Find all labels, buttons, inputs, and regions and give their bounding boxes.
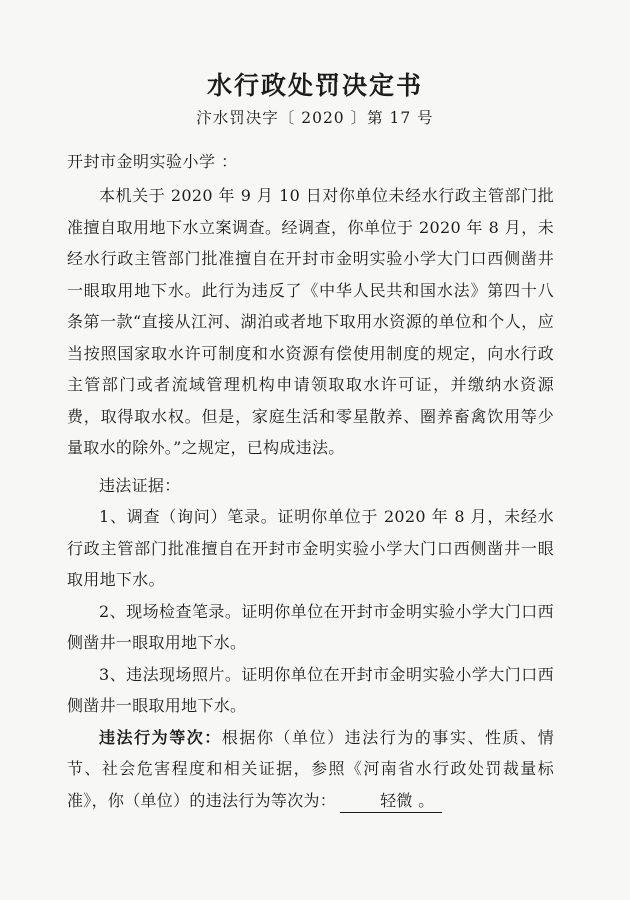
- document-number: 汴水罚决字〔 2020 〕第 17 号: [196, 109, 434, 127]
- evidence-item: 3、违法现场照片。证明你单位在开封市金明实验小学大门口西侧凿井一眼取用地下水。: [67, 664, 554, 715]
- document-body: [67, 180, 554, 816]
- evidence-item: 1、调查（询问）笔录。证明你单位于 2020 年 8 月，未经水行政主管部门批准擅自在开封市金明实验小学大门口西侧凿井一眼取用地下水。: [67, 507, 554, 589]
- evidence-heading: 违法证据：: [99, 475, 181, 495]
- violation-grade-paragraph: [67, 722, 554, 817]
- document-title: 水行政处罚决定书: [206, 71, 423, 100]
- paragraph-main: 本机关于 2020 年 9 月 10 日对你单位未经水行政主管部门批准擅自取用地下水立案调查。经调查，你单位于 2020 年 8 月，未经水行政主管部门批准擅自在开封市金明实验小学大门口西侧凿井一眼取用地下水。此行为违反了《中华人民共和国水法》第四十八条第一款“直接从江河、湖泊或者地下取用水资源的单位和个人，应当按照国家取水许可制度和水资源有偿使用制度的规定，向水行政主管部门或者流域管理机构申请领取取水许可证，并缴纳水资源费，取得取水权。但是，家庭生活和零星散养、圈养畜禽饮用等少量取水的除外。”之规定，已构成违法。: [67, 186, 554, 457]
- violation-grade-value: 轻微 。: [340, 790, 442, 813]
- recipient: 开封市金明实验小学 ：: [67, 152, 238, 171]
- violation-grade-text: 根据你（单位）违法行为的事实、性质、情节、社会危害程度和相关证据，参照《河南省水行政处罚裁量标准》，你（单位）的违法行为等次为：: [67, 727, 554, 810]
- violation-grade-label: 违法行为等次：: [99, 727, 222, 747]
- evidence-item: 2、现场检查笔录。证明你单位在开封市金明实验小学大门口西侧凿井一眼取用地下水。: [67, 601, 554, 652]
